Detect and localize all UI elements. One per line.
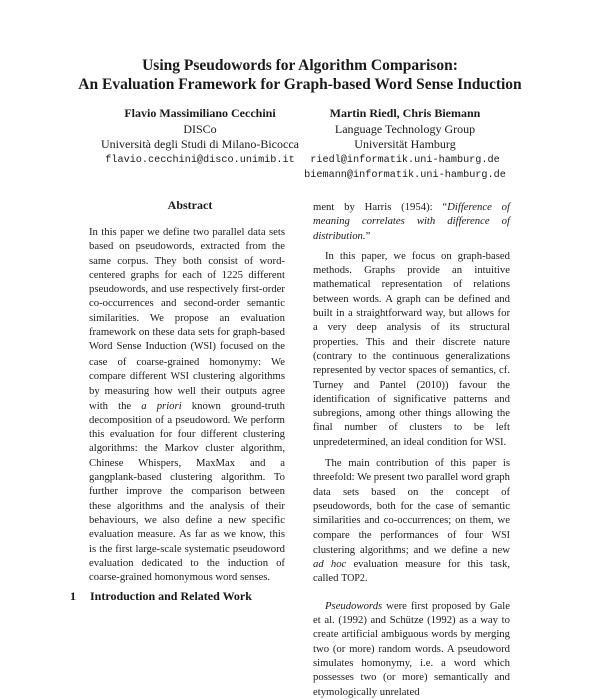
author-institution: Università degli Studi di Milano-Bicocca bbox=[101, 137, 299, 152]
abstract-text: In this paper we define two parallel data sets based on pseudowords, extracted from the same corpus. They both consist of word-centered graphs for each of 1225 different pseudowords, and use respectively first-order co-occurrences and second-order semantic similarities. We propose an evaluation framework on these data sets for graph-based Word Sense Induction ( bbox=[89, 226, 285, 353]
author-block-2 bbox=[298, 106, 512, 184]
harris-quote: Difference of meaning correlates with difference of distribution. bbox=[313, 201, 510, 242]
title-line-2: An Evaluation Framework for Graph-based Word Sense Induction bbox=[78, 76, 522, 93]
abstract-paragraph bbox=[89, 225, 285, 584]
body-text: ” bbox=[365, 229, 371, 242]
body-text: . bbox=[503, 435, 507, 448]
abstract-text: ) focused on the case of coarse-grained homonymy: We compare different bbox=[89, 340, 286, 382]
author-block-1 bbox=[100, 106, 300, 168]
term-pseudowords: Pseudowords bbox=[325, 599, 383, 612]
author-name: Flavio Massimiliano Cecchini bbox=[124, 106, 276, 120]
emphasis-a-priori: a priori bbox=[141, 399, 182, 412]
acronym-wsi: WSI bbox=[485, 436, 504, 448]
author-institution: Universität Hamburg bbox=[354, 137, 456, 152]
author-email[interactable]: flavio.cecchini@disco.unimib.it bbox=[105, 154, 295, 166]
body-paragraph bbox=[313, 456, 510, 587]
body-paragraph bbox=[313, 200, 510, 243]
body-text: In this paper, we focus on graph-based methods. Graphs provide an intuitive mathematical representation of relations between words. A graph can be defined and built in a straightforward way, but allows for a very deep analysis of its structural properties. This and their discrete nature (contrary to the continuous generalizations represented by vector spaces of semantics, cf. Turney and Pantel (2010)) favour the identification of significative patterns and subregions, among other things allowing the final number of clusters to be left unpredetermined, an ideal condition for bbox=[313, 249, 510, 448]
author-email[interactable]: biemann@informatik.uni-hamburg.de bbox=[304, 170, 506, 182]
title-line-1: Using Pseudowords for Algorithm Comparison: bbox=[142, 57, 458, 74]
abstract-text: known ground-truth decomposition of a pseudoword. We perform this evaluation for four different clustering algorithms: the Markov cluster algorithm, Chinese Whispers, MaxMax and a gangplank-based clustering algorithm. To further improve the comparison between these algorithms and the analysis of their behaviours, we also define a new specific evaluation measure. As far as we know, this is the first large-scale systematic pseudoword evaluation dedicated to the induction of coarse-grained homonymous word senses. bbox=[89, 399, 285, 584]
section-title: Introduction and Related Work bbox=[90, 589, 252, 603]
body-text: The main contribution of this paper is threefold: We present two parallel word graph data sets based on the concept of pseudowords, both for the case of semantic similarities and co-occurrences; on them, we compare the performances of four bbox=[313, 457, 510, 541]
abstract-text: clustering algorithms by measuring how well their outputs agree with the bbox=[89, 369, 285, 412]
acronym-wsi: WSI bbox=[194, 341, 213, 353]
author-affiliation: DISCo bbox=[183, 121, 217, 136]
acronym-wsi: WSI bbox=[170, 370, 189, 382]
body-text: clustering algorithms; and we define a new bbox=[313, 543, 510, 556]
acronym-wsi: WSI bbox=[491, 529, 510, 541]
author-affiliation: Language Technology Group bbox=[334, 121, 476, 136]
body-text: evaluation measure for this task, called bbox=[313, 558, 510, 585]
body-paragraph bbox=[313, 599, 510, 699]
author-email[interactable]: riedl@informatik.uni-hamburg.de bbox=[310, 154, 500, 166]
body-text: . bbox=[364, 572, 368, 585]
section-heading bbox=[70, 589, 252, 604]
body-right-column bbox=[313, 200, 510, 699]
abstract-body bbox=[89, 225, 285, 584]
abstract-heading: Abstract bbox=[167, 198, 213, 212]
emphasis-ad-hoc: ad hoc bbox=[313, 558, 347, 571]
body-text: were first proposed by Gale et al. (1992) and Schütze (1992) as a way to create artificial ambiguous words by merging two (or more) random words. A pseudoword simulates homonymy, i.e. a word which possesses two (or more) semantically and etymologically unrelated bbox=[313, 599, 510, 698]
body-text: ment by Harris (1954): “ bbox=[313, 201, 448, 213]
author-name: Martin Riedl, Chris Biemann bbox=[329, 106, 481, 120]
paper-title bbox=[0, 56, 600, 94]
body-paragraph bbox=[313, 249, 510, 450]
section-number: 1 bbox=[70, 589, 76, 603]
measure-top2: TOP2 bbox=[341, 573, 365, 585]
